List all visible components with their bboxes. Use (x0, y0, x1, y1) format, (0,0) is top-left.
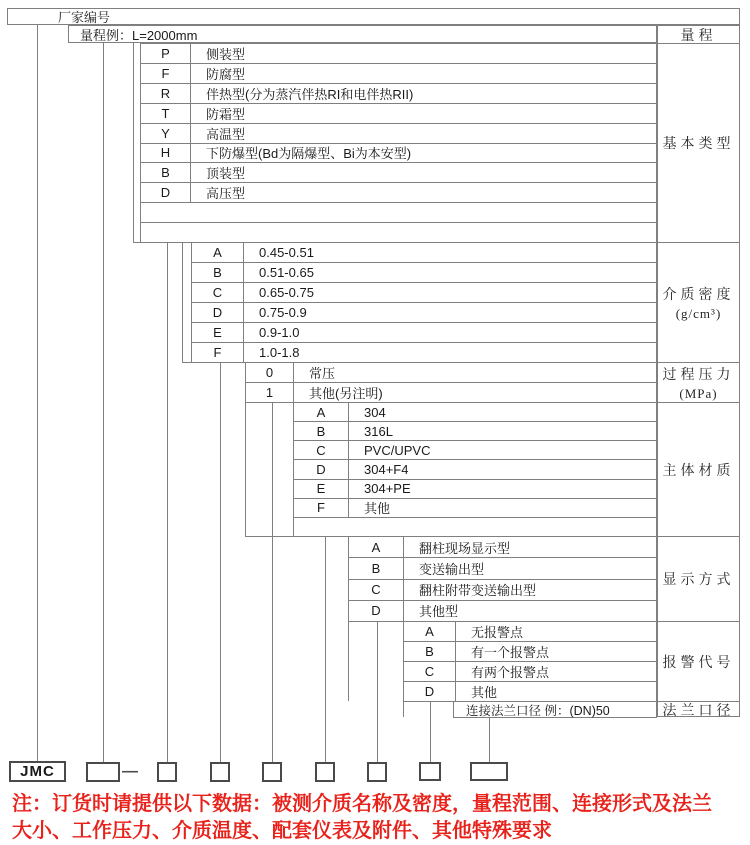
row-description: 侧装型 (206, 46, 246, 62)
table-row (349, 580, 656, 601)
table-row (192, 263, 656, 283)
table-row (294, 441, 656, 460)
table-row (192, 323, 656, 343)
row-description (191, 203, 206, 222)
connector-stub (245, 536, 293, 537)
connector-line (245, 403, 246, 536)
row-description: 无报警点 (471, 625, 524, 640)
code-box (157, 762, 177, 782)
table-row (294, 460, 656, 479)
row-code: B (294, 422, 349, 440)
row-code: C (349, 580, 404, 600)
row-code: T (141, 104, 191, 123)
category-label-cell (658, 43, 739, 242)
connector-line (37, 25, 38, 763)
flange-size-text: 连接法兰口径 例：(DN)50 (466, 703, 610, 718)
range-example-label: 量程例：L=2000mm (80, 27, 198, 43)
connector-line (133, 43, 134, 242)
category-label: 主体材质 (662, 463, 735, 479)
table-row (349, 537, 656, 558)
row-description: 其他 (364, 501, 391, 517)
row-description: 高温型 (206, 126, 246, 142)
category-label: 过程压力 (662, 367, 735, 383)
code-box (262, 762, 282, 782)
row-description (191, 223, 206, 242)
manufacturer-code-row (7, 8, 740, 25)
table-row (192, 303, 656, 323)
table-row (294, 518, 656, 536)
selection-table-display-mode (348, 536, 657, 622)
category-label-unit: (g/cm³) (675, 305, 722, 321)
category-label-unit: (MPa) (679, 385, 718, 401)
manufacturer-code-label: 厂家编号 (58, 10, 111, 25)
row-description: 常压 (309, 366, 336, 381)
connector-line (182, 242, 183, 362)
row-description: 304 (364, 404, 386, 420)
table-row (404, 682, 656, 701)
range-example-row (68, 25, 657, 43)
code-box (470, 762, 508, 781)
row-code (294, 518, 349, 536)
category-label: 量程 (680, 28, 717, 44)
category-label-cell (658, 25, 739, 43)
connector-line (167, 242, 168, 763)
connector-line (348, 621, 349, 701)
row-code: F (192, 343, 244, 362)
category-label: 基本类型 (662, 137, 735, 152)
selection-table-basic-type (140, 43, 657, 243)
row-description (349, 518, 364, 536)
table-row (141, 203, 656, 223)
row-description: 1.0-1.8 (259, 345, 300, 360)
row-code: R (141, 84, 191, 103)
table-row (192, 283, 656, 303)
table-row (404, 662, 656, 682)
connector-line (377, 621, 378, 763)
row-description: 伴热型(分为蒸汽伴热RI和电伴热RII) (206, 86, 414, 102)
row-description: 变送输出型 (419, 561, 485, 577)
table-row (294, 403, 656, 422)
table-row (141, 44, 656, 64)
category-label: 介质密度 (662, 287, 735, 303)
connector-line (489, 717, 490, 763)
row-code: 0 (246, 363, 294, 382)
row-description: 0.45-0.51 (259, 245, 314, 260)
selection-table-body-material (293, 402, 657, 537)
row-code (141, 223, 191, 242)
row-code: D (404, 682, 456, 701)
selection-table-medium-density (191, 242, 657, 363)
row-description: PVC/UPVC (364, 442, 431, 458)
row-description: 顶装型 (206, 166, 246, 182)
connector-line (220, 362, 221, 763)
table-row (141, 84, 656, 104)
row-code: A (192, 243, 244, 262)
table-row (246, 363, 656, 383)
row-description: 304+F4 (364, 461, 409, 477)
table-row (141, 163, 656, 183)
order-note-line1: 注：订货时请提供以下数据：被测介质名称及密度，量程范围、连接形式及法兰 (12, 793, 712, 815)
row-description: 0.9-1.0 (259, 325, 300, 340)
row-code: B (141, 163, 191, 182)
row-code: 1 (246, 383, 294, 402)
row-code: B (404, 642, 456, 661)
order-note (12, 791, 744, 845)
category-label-cell (658, 402, 739, 536)
row-code: C (192, 283, 244, 302)
row-description: 下防爆型(Bd为隔爆型、Bi为本安型) (206, 146, 412, 162)
row-code: C (294, 441, 349, 459)
row-description: 304+PE (364, 481, 411, 497)
row-code: D (192, 303, 244, 322)
table-row (349, 601, 656, 621)
code-box (86, 762, 120, 782)
category-label: 显示方式 (662, 573, 735, 588)
order-note-line2: 大小、工作压力、介质温度、配套仪表及附件、其他特殊要求 (12, 820, 552, 842)
row-description: 0.75-0.9 (259, 305, 307, 320)
table-row (192, 243, 656, 263)
row-code: P (141, 44, 191, 63)
category-label-column (657, 25, 740, 717)
connector-line (272, 403, 273, 763)
category-label: 报警代号 (662, 655, 735, 671)
code-box (367, 762, 387, 782)
table-row (141, 144, 656, 164)
model-prefix-box: JMC (9, 761, 66, 782)
category-label-cell (658, 242, 739, 362)
table-row (141, 124, 656, 144)
row-code: D (349, 601, 404, 621)
table-row (404, 622, 656, 642)
table-row (349, 558, 656, 579)
connector-line (325, 536, 326, 763)
row-description: 0.65-0.75 (259, 285, 314, 300)
row-code: D (141, 183, 191, 202)
row-code: B (349, 558, 404, 578)
row-code: F (294, 499, 349, 517)
row-code (141, 203, 191, 222)
connector-stub (133, 242, 140, 243)
category-label: 法兰口径 (662, 703, 735, 719)
connector-line (430, 701, 431, 763)
code-box (315, 762, 335, 782)
row-code: A (404, 622, 456, 641)
code-box (210, 762, 230, 782)
category-label-cell (658, 362, 739, 402)
category-label-cell (658, 536, 739, 621)
row-description: 防腐型 (206, 66, 246, 82)
row-description: 0.51-0.65 (259, 265, 314, 280)
table-row (294, 499, 656, 518)
code-box (419, 762, 441, 781)
table-row (141, 183, 656, 203)
row-code: D (294, 460, 349, 478)
row-description: 翻柱附带变送输出型 (419, 583, 537, 599)
selection-table-alarm-code (403, 621, 657, 702)
row-code: A (349, 537, 404, 557)
dash-separator: — (122, 763, 138, 780)
category-label-cell (658, 621, 739, 701)
table-row (404, 642, 656, 662)
flange-size-row (453, 701, 657, 718)
row-code: B (192, 263, 244, 282)
row-description: 有两个报警点 (471, 665, 550, 680)
row-description: 其他型 (419, 604, 459, 620)
row-code: A (294, 403, 349, 421)
row-description: 翻柱现场显示型 (419, 540, 511, 556)
category-label-cell (658, 701, 739, 717)
table-row (294, 480, 656, 499)
table-row (141, 64, 656, 84)
table-row (246, 383, 656, 402)
row-description: 有一个报警点 (471, 645, 550, 660)
connector-line (403, 701, 404, 717)
table-row (141, 223, 656, 242)
connector-line (103, 43, 104, 763)
row-code: C (404, 662, 456, 681)
row-description: 其他(另注明) (309, 386, 383, 401)
row-code: F (141, 64, 191, 83)
row-code: E (192, 323, 244, 342)
table-row (192, 343, 656, 362)
row-description: 其他 (471, 685, 498, 700)
row-code: H (141, 144, 191, 163)
row-description: 高压型 (206, 186, 246, 202)
row-code: E (294, 480, 349, 498)
selection-table-process-pressure (245, 362, 657, 403)
table-row (141, 104, 656, 124)
table-row (294, 422, 656, 441)
connector-stub (182, 362, 191, 363)
row-description: 316L (364, 423, 393, 439)
row-description: 防霜型 (206, 106, 246, 122)
row-code: Y (141, 124, 191, 143)
